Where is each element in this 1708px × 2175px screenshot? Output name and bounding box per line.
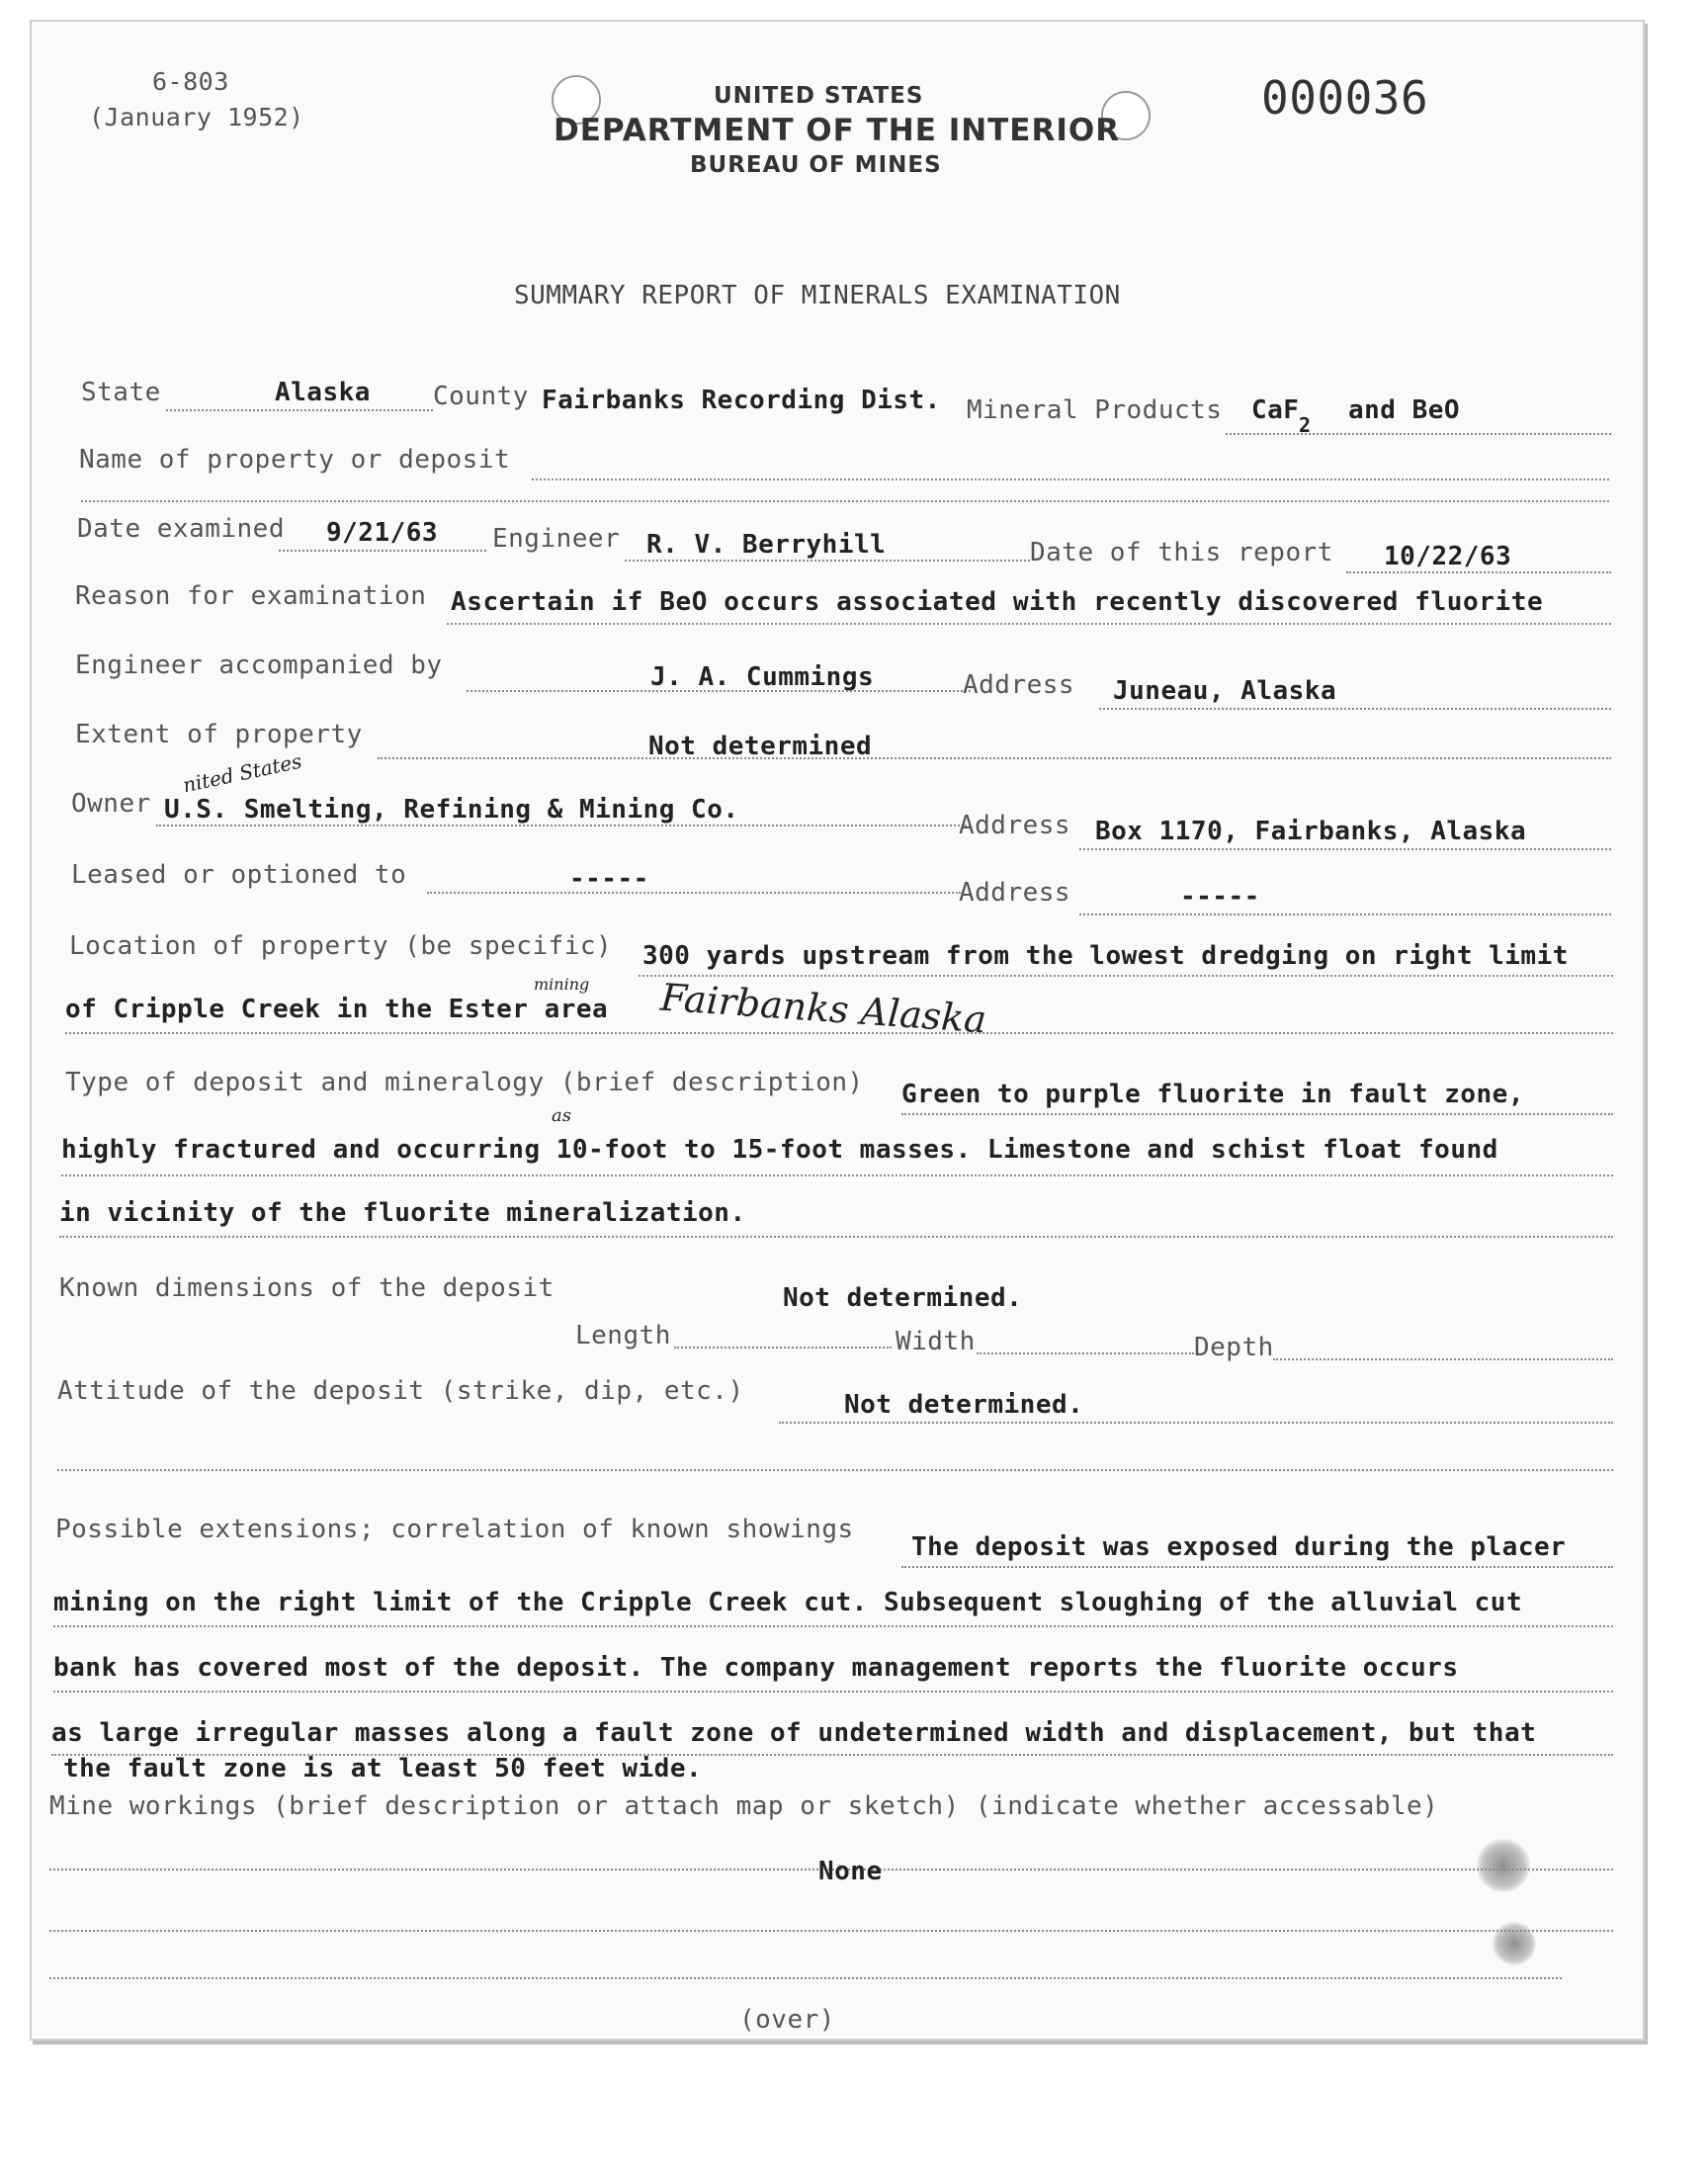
extensions-rule-3 — [53, 1691, 1613, 1693]
report-date-value: 10/22/63 — [1384, 542, 1512, 571]
owner-value: U.S. Smelting, Refining & Mining Co. — [164, 795, 739, 825]
type-handwritten-insert: as — [552, 1105, 571, 1126]
length-label: Length — [575, 1321, 671, 1350]
accompanied-line — [467, 690, 971, 692]
ink-smudge — [1493, 1922, 1536, 1965]
attitude-line-2 — [57, 1469, 1613, 1471]
engineer-line — [625, 560, 1030, 562]
leased-line — [427, 892, 961, 894]
depth-line — [1273, 1358, 1613, 1360]
owner-address-value: Box 1170, Fairbanks, Alaska — [1095, 817, 1527, 846]
accompanied-label: Engineer accompanied by — [75, 651, 443, 680]
agency-line2: DEPARTMENT OF THE INTERIOR — [554, 113, 1121, 148]
state-value: Alaska — [275, 378, 371, 407]
leased-address-value: ----- — [1180, 882, 1260, 912]
accompanied-value: J. A. Cummings — [650, 662, 875, 692]
property-line — [532, 478, 1609, 480]
location-line2: of Cripple Creek in the Ester area — [65, 995, 609, 1024]
document-serial: 000036 — [1261, 71, 1429, 125]
extent-label: Extent of property — [75, 720, 363, 749]
extensions-rule-2 — [53, 1625, 1613, 1627]
over-note: (over) — [739, 2005, 835, 2035]
date-examined-label: Date examined — [77, 514, 285, 544]
products-tail: and BeO — [1348, 395, 1461, 425]
extent-line — [378, 757, 1611, 759]
location-handwritten-insert: mining — [534, 975, 590, 994]
state-line — [166, 409, 433, 411]
form-date: (January 1952) — [89, 103, 304, 131]
reason-line — [447, 623, 1611, 625]
type-line3: in vicinity of the fluorite mineralization. — [59, 1198, 746, 1228]
extensions-line1: The deposit was exposed during the placer — [911, 1532, 1567, 1562]
products-line — [1226, 433, 1611, 435]
agency-line1: UNITED STATES — [714, 83, 924, 109]
dimensions-value: Not determined. — [783, 1283, 1023, 1313]
extent-value: Not determined — [648, 732, 873, 761]
property-label: Name of property or deposit — [79, 445, 511, 475]
accompanied-address-line — [1099, 708, 1611, 710]
leased-address-label: Address — [959, 878, 1071, 908]
engineer-label: Engineer — [492, 524, 621, 554]
dimensions-label: Known dimensions of the deposit — [59, 1273, 555, 1303]
agency-line3: BUREAU OF MINES — [690, 152, 942, 178]
location-rule-1 — [639, 975, 1613, 977]
products-value: CaF — [1251, 395, 1300, 425]
location-handwritten: Fairbanks Alaska — [658, 975, 988, 1042]
page-title: SUMMARY REPORT OF MINERALS EXAMINATION — [514, 281, 1121, 310]
date-line — [279, 550, 486, 552]
report-date-line — [1346, 571, 1611, 573]
leased-label: Leased or optioned to — [71, 860, 407, 890]
attitude-label: Attitude of the deposit (strike, dip, etc.) — [57, 1376, 744, 1406]
reason-label: Reason for examination — [75, 581, 427, 611]
form-number: 6-803 — [152, 67, 229, 96]
location-line1: 300 yards upstream from the lowest dredging on right limit — [642, 941, 1569, 971]
state-label: State — [81, 378, 161, 407]
workings-label: Mine workings (brief description or attach map or sketch) (indicate whether accessable) — [49, 1791, 1439, 1821]
ink-smudge — [1477, 1839, 1530, 1892]
property-line-2 — [81, 500, 1609, 502]
attitude-value: Not determined. — [844, 1390, 1084, 1420]
type-line2: highly fractured and occurring 10-foot to 15-foot masses. Limestone and schist float found — [61, 1135, 1498, 1165]
width-line — [977, 1352, 1194, 1354]
workings-line-2 — [49, 1930, 1613, 1932]
owner-label: Owner — [71, 789, 151, 819]
accompanied-address-label: Address — [963, 670, 1075, 700]
type-rule-3 — [59, 1236, 1613, 1238]
engineer-value: R. V. Berryhill — [646, 530, 887, 560]
owner-address-label: Address — [959, 811, 1071, 840]
location-rule-2 — [65, 1032, 1613, 1034]
accompanied-address-value: Juneau, Alaska — [1113, 676, 1337, 706]
depth-label: Depth — [1194, 1333, 1274, 1362]
type-label: Type of deposit and mineralogy (brief description) — [65, 1068, 864, 1097]
extensions-line5: the fault zone is at least 50 feet wide. — [63, 1754, 703, 1784]
type-rule-2 — [61, 1174, 1613, 1176]
products-subscript: 2 — [1299, 413, 1312, 437]
location-label: Location of property (be specific) — [69, 931, 613, 961]
extensions-rule-1 — [901, 1566, 1613, 1568]
owner-line — [156, 825, 967, 826]
products-label: Mineral Products — [967, 395, 1223, 425]
leased-address-line — [1079, 914, 1611, 915]
attitude-line — [779, 1422, 1613, 1424]
length-line — [674, 1347, 892, 1348]
county-label: County — [433, 382, 529, 411]
date-examined-value: 9/21/63 — [326, 518, 439, 548]
leased-value: ----- — [569, 864, 649, 894]
extensions-line2: mining on the right limit of the Cripple Creek cut. Subsequent sloughing of the alluvial cut — [53, 1588, 1523, 1617]
extensions-line4: as large irregular masses along a fault zone of undetermined width and displacement, but that — [51, 1718, 1537, 1748]
type-rule-1 — [901, 1113, 1613, 1115]
county-value: Fairbanks Recording Dist. — [542, 386, 941, 415]
extensions-line3: bank has covered most of the deposit. The company management reports the fluorite occurs — [53, 1653, 1459, 1683]
type-line1: Green to purple fluorite in fault zone, — [901, 1080, 1524, 1109]
owner-address-line — [1079, 848, 1611, 850]
report-date-label: Date of this report — [1030, 538, 1333, 567]
report-sheet — [30, 20, 1645, 2041]
width-label: Width — [896, 1327, 976, 1356]
workings-value: None — [818, 1857, 883, 1886]
reason-value: Ascertain if BeO occurs associated with recently discovered fluorite — [451, 587, 1544, 617]
extensions-label: Possible extensions; correlation of known showings — [55, 1515, 854, 1544]
workings-line-3 — [49, 1977, 1562, 1979]
owner-handwritten-note: nited States — [180, 748, 304, 798]
